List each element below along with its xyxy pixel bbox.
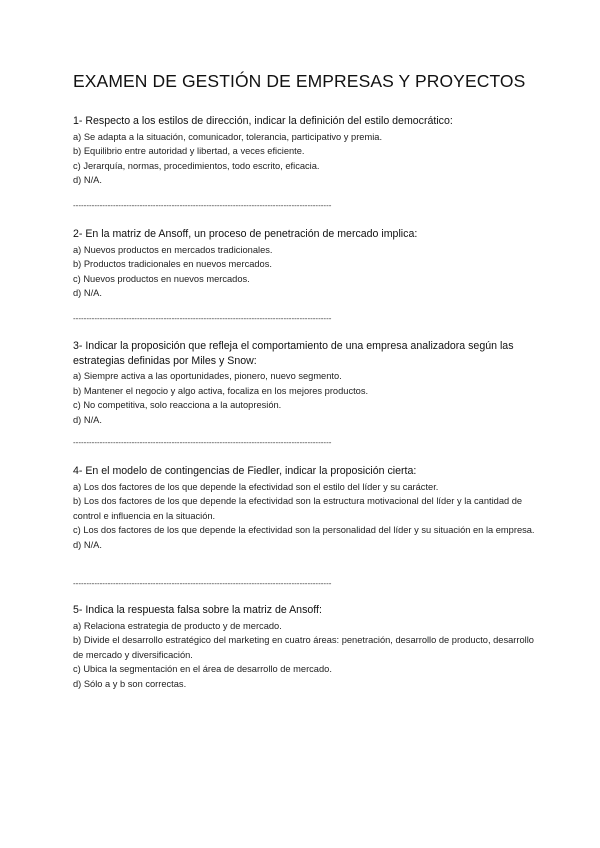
answer-option: d) N/A.	[73, 288, 102, 299]
answer-option: d) N/A.	[73, 539, 102, 550]
answer-option: b) Los dos factores de los que depende la efectividad son la estructura motivacional del líder y la cantidad de control e influencia en la situación.	[73, 496, 523, 521]
answer-option: a) Nuevos productos en mercados tradicionales.	[73, 244, 273, 255]
answer-option: a) Siempre activa a las oportunidades, pionero, nuevo segmento.	[73, 371, 342, 382]
answer-option: c) Los dos factores de los que depende la efectividad son la personalidad del líder y su situación en la empresa.	[73, 525, 535, 536]
answer-option: a) Relaciona estrategia de producto y de mercado.	[73, 620, 282, 631]
answer-option: b) Mantener el negocio y algo activa, focaliza en los mejores productos.	[73, 385, 369, 396]
answer-option: d) N/A.	[73, 414, 102, 425]
separator: -------------------------------------------------------------------------------------------------	[73, 201, 332, 210]
separator: -------------------------------------------------------------------------------------------------	[73, 314, 332, 323]
question-stem: 4- En el modelo de contingencias de Fiedler, indicar la proposición cierta:	[73, 465, 417, 477]
answer-option: c) Jerarquía, normas, procedimientos, todo escrito, eficacia.	[73, 160, 320, 171]
answer-option: c) No competitiva, solo reacciona a la autopresión.	[73, 400, 282, 411]
question-4	[73, 464, 543, 553]
question-3	[73, 339, 543, 428]
question-stem: 5- Indica la respuesta falsa sobre la matriz de Ansoff:	[73, 604, 322, 616]
answer-option: b) Productos tradicionales en nuevos mercados.	[73, 259, 272, 270]
separator: -------------------------------------------------------------------------------------------------	[73, 579, 332, 588]
answer-option: a) Los dos factores de los que depende la efectividad son el estilo del líder y su carácter.	[73, 481, 439, 492]
question-stem: 2- En la matriz de Ansoff, un proceso de penetración de mercado implica:	[73, 228, 418, 240]
answer-option: b) Equilibrio entre autoridad y libertad, a veces eficiente.	[73, 146, 305, 157]
page-title: EXAMEN DE GESTIÓN DE EMPRESAS Y PROYECTOS	[73, 71, 526, 91]
question-stem: 1- Respecto a los estilos de dirección, indicar la definición del estilo democrático:	[73, 115, 453, 127]
answer-option: b) Divide el desarrollo estratégico del marketing en cuatro áreas: penetración, desarrollo de producto, desarrollo de mercado y diversificación.	[73, 635, 534, 660]
answer-option: d) N/A.	[73, 175, 102, 186]
answer-option: c) Ubica la segmentación en el área de desarrollo de mercado.	[73, 664, 332, 675]
separator: -------------------------------------------------------------------------------------------------	[73, 438, 332, 447]
answer-option: a) Se adapta a la situación, comunicador, tolerancia, participativo y premia.	[73, 131, 383, 142]
question-2	[73, 227, 543, 301]
question-stem: 3- Indicar la proposición que refleja el comportamiento de una empresa analizadora según las estrategias definidas por Miles y Snow:	[73, 340, 514, 367]
question-5	[73, 603, 543, 692]
question-1	[73, 114, 543, 188]
answer-option: c) Nuevos productos en nuevos mercados.	[73, 273, 250, 284]
answer-option: d) Sólo a y b son correctas.	[73, 678, 187, 689]
